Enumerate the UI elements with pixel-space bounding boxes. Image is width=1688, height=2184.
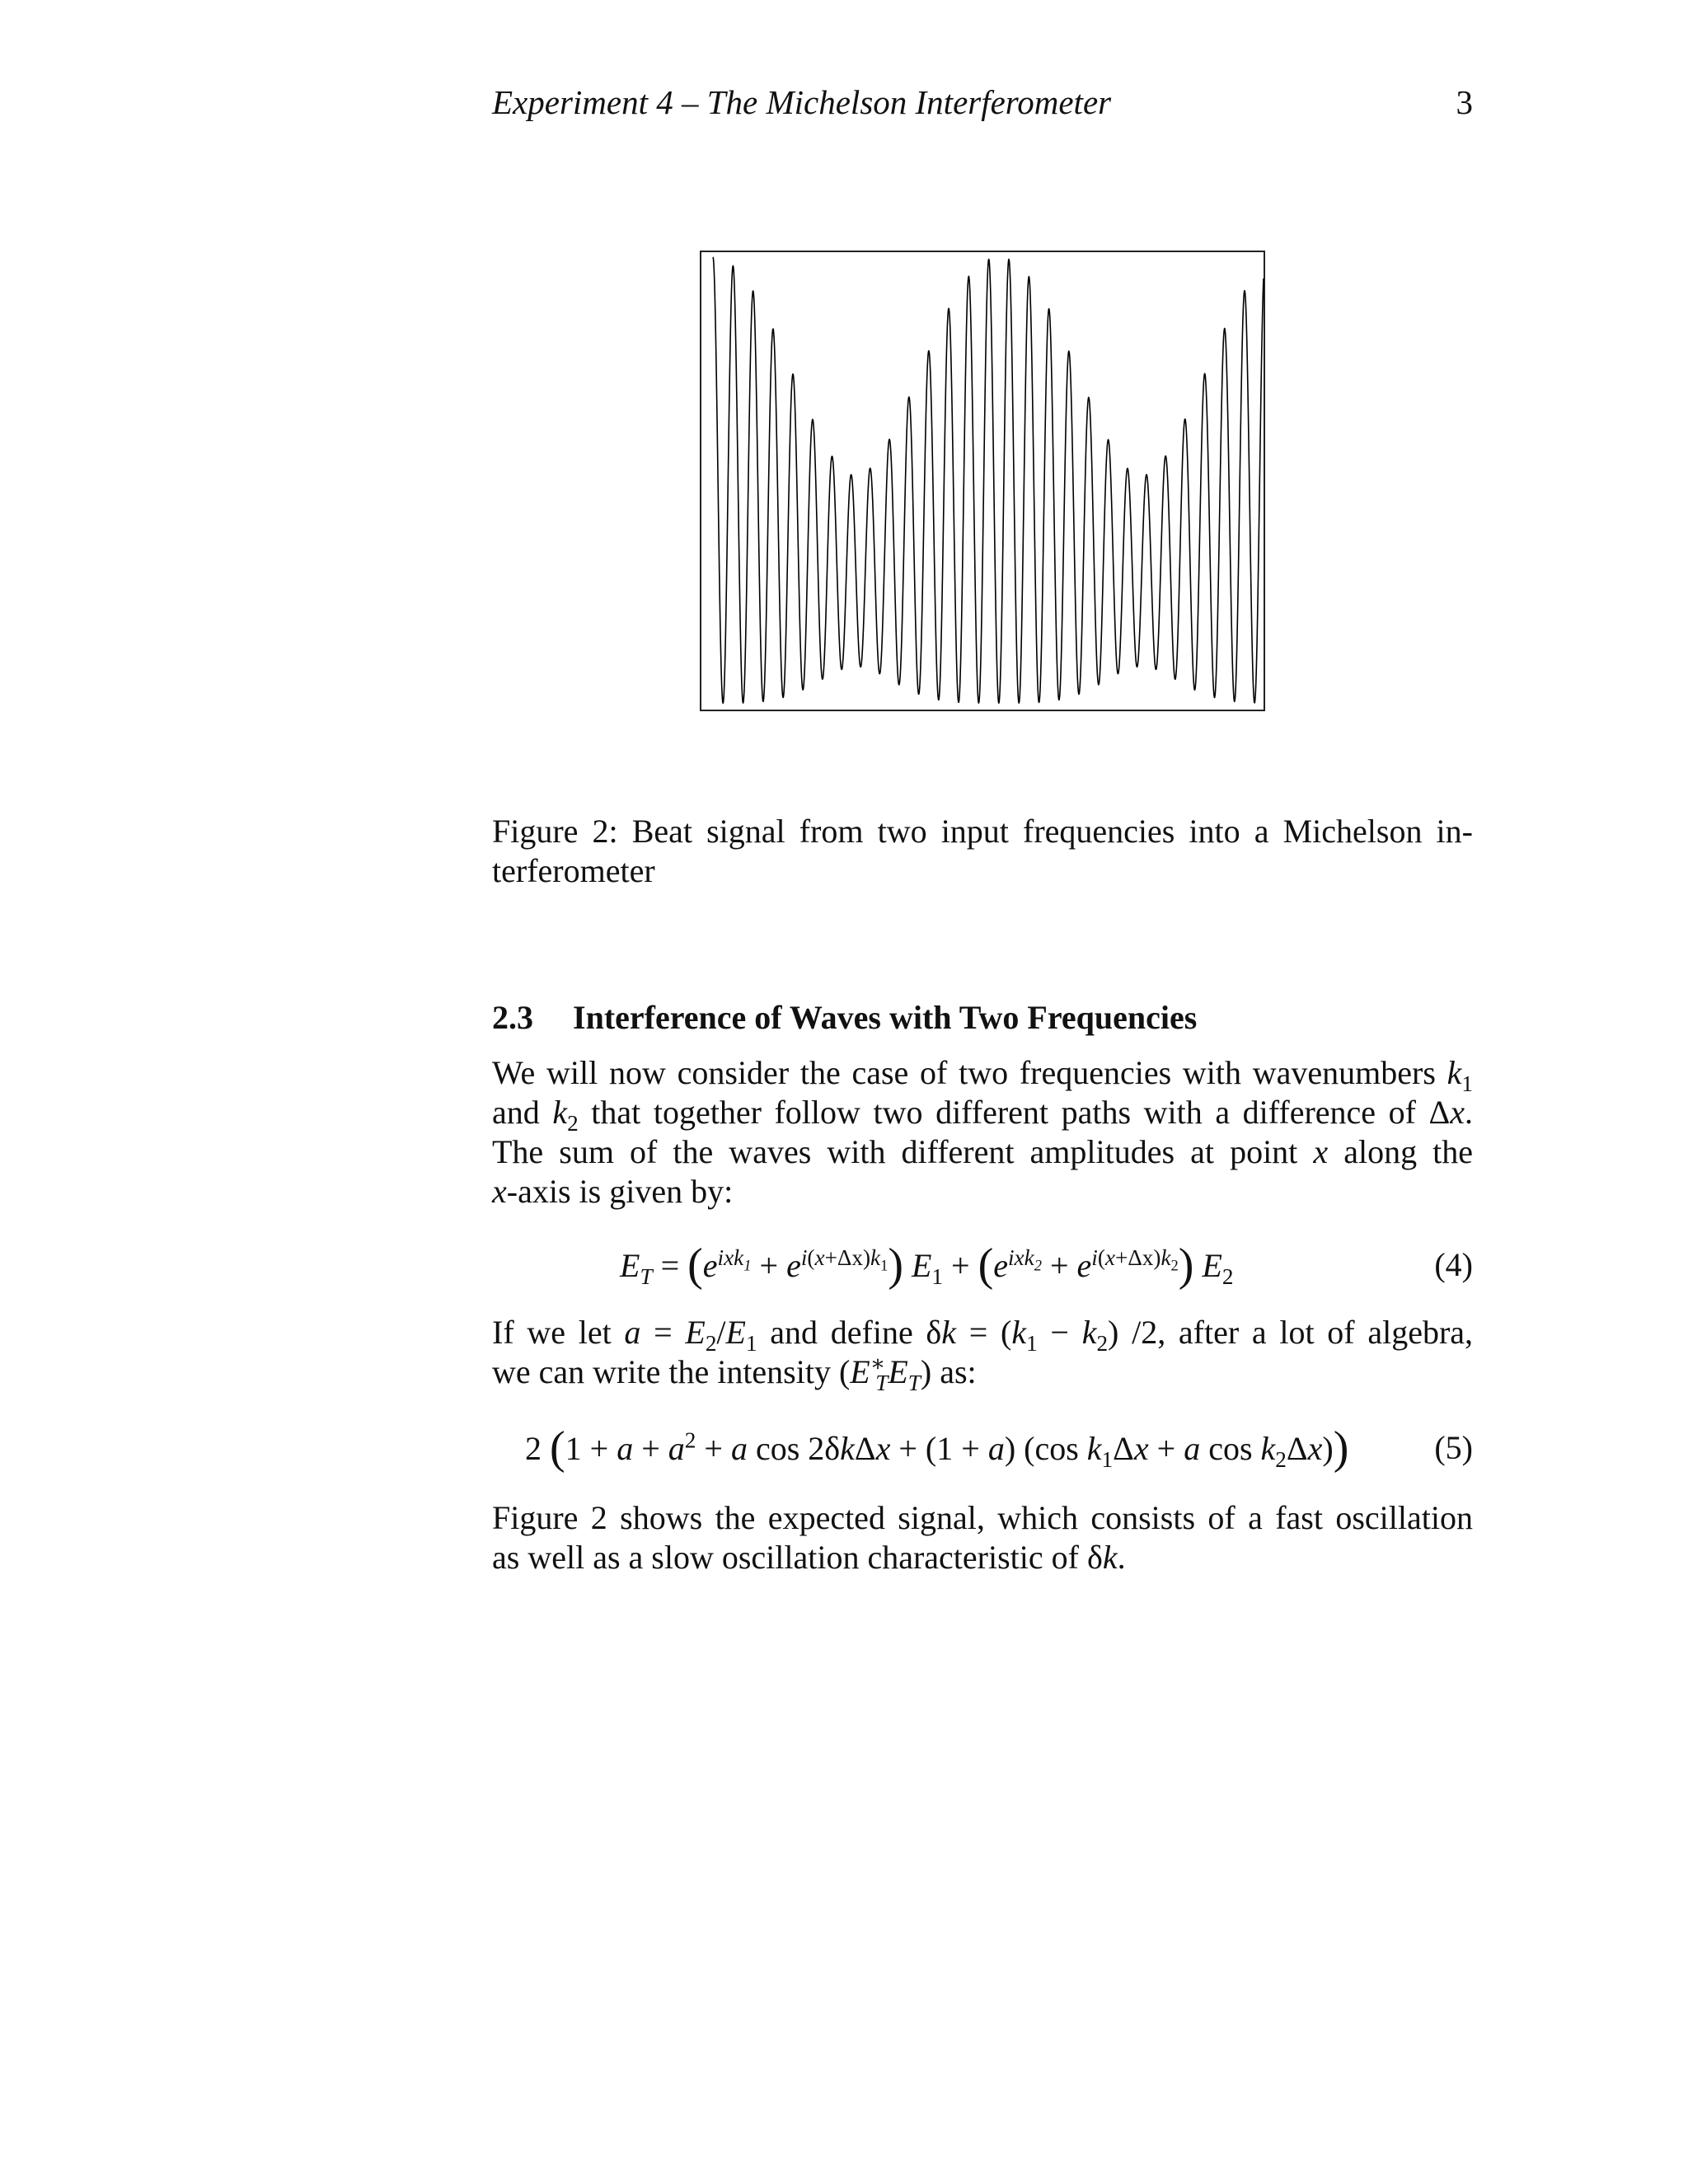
equation-4 bbox=[492, 1236, 1473, 1294]
math-subscript: 1 bbox=[1461, 1071, 1473, 1096]
paragraph-define bbox=[492, 1313, 1474, 1395]
text-run: We will now consider the case of two frequencies with wavenumbers bbox=[492, 1054, 1447, 1091]
figure-caption-line-1: Figure 2: Beat signal from two input frequencies into a Michelson in- bbox=[492, 813, 1473, 850]
figure-2-plot bbox=[700, 251, 1265, 711]
section-heading bbox=[492, 996, 1473, 1040]
paragraph-line bbox=[492, 1538, 1473, 1577]
math-subscript: 2 bbox=[567, 1111, 579, 1136]
section-title: Interference of Waves with Two Frequencies bbox=[573, 999, 1198, 1036]
figure-2-caption bbox=[492, 812, 1473, 891]
text-run: and define δ bbox=[757, 1314, 942, 1351]
paragraph-line bbox=[492, 1053, 1473, 1096]
text-run: that together follow two different paths with a difference of Δ bbox=[578, 1094, 1451, 1131]
math-var: k bbox=[1102, 1539, 1118, 1576]
paragraph-line bbox=[492, 1172, 1473, 1212]
paragraph-line: we can write the intensity $(E^∗_TE_T)$ as: bbox=[492, 1351, 977, 1395]
equation-4-number: (4) bbox=[1434, 1246, 1473, 1283]
text-run: -axis is given by: bbox=[506, 1173, 734, 1210]
beat-signal-chart bbox=[700, 251, 1265, 711]
running-header bbox=[492, 77, 1473, 127]
text-run: and bbox=[492, 1094, 553, 1131]
running-header-title: Experiment 4 – The Michelson Interferometer bbox=[492, 83, 1112, 121]
math-var: k bbox=[552, 1094, 568, 1131]
math-var: x bbox=[1450, 1094, 1465, 1131]
text-run: . bbox=[1465, 1094, 1473, 1131]
text-run: ) as: bbox=[920, 1353, 977, 1390]
paragraph-intro bbox=[492, 1053, 1473, 1212]
paragraph-line bbox=[492, 1132, 1473, 1172]
text-run: . bbox=[1117, 1539, 1126, 1576]
math-var: x bbox=[1313, 1133, 1329, 1170]
equation-4-body: $E_T = (e^{ixk_1} + e^{i(x+\Delta x)k_1}) E_1 + (e^{ixk_2} + e^{i(x+\Delta x)k_2})$ $E_2$ bbox=[620, 1240, 1234, 1291]
text-run: , after a lot of algebra, bbox=[1157, 1314, 1474, 1351]
page-number: 3 bbox=[1456, 83, 1473, 121]
equation-5-body: 2 ($1 + a + a^2 + a$ cos 2δkΔx + (1 + a) (cos $k_1\Delta x + a$ $\cos k_2\Delta x$)) bbox=[525, 1422, 1349, 1474]
paragraph-figure-reference bbox=[492, 1498, 1473, 1577]
math-var: x bbox=[492, 1173, 507, 1210]
paragraph-line: If we let $a = E_2/E_1$ and define $\delta k = (k_1 - k_2)$ /2, after a lot of algebra, bbox=[492, 1314, 1474, 1356]
text-run: as well as a slow oscillation characteristic of δ bbox=[492, 1539, 1103, 1576]
figure-caption-line-2: terferometer bbox=[492, 852, 655, 889]
equation-5 bbox=[492, 1419, 1473, 1477]
section-number: 2.3 bbox=[492, 999, 533, 1036]
text-run: The sum of the waves with different amplitudes at point bbox=[492, 1133, 1314, 1170]
text-run: along the bbox=[1328, 1133, 1474, 1170]
math-var: k bbox=[1447, 1054, 1462, 1091]
equation-5-number: (5) bbox=[1434, 1429, 1473, 1466]
paragraph-line bbox=[492, 1093, 1473, 1136]
beat-signal-line bbox=[713, 257, 1264, 703]
paragraph-line: Figure 2 shows the expected signal, which consists of a fast oscillation bbox=[492, 1499, 1473, 1536]
text-run: we can write the intensity ( bbox=[492, 1353, 851, 1390]
text-run: If we let bbox=[492, 1314, 625, 1351]
